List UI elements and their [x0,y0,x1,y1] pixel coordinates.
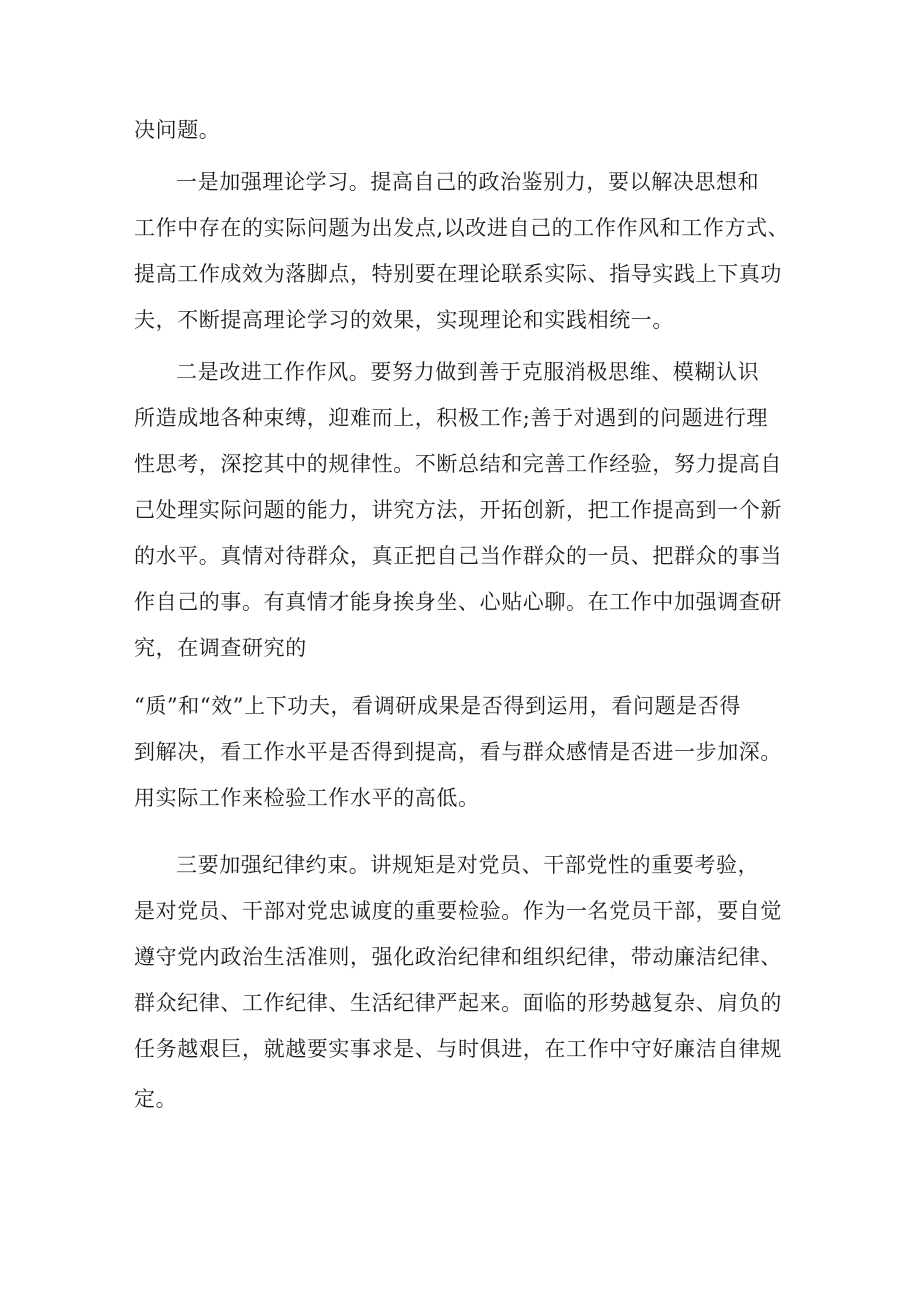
text-line: 提高工作成效为落脚点，特别要在理论联系实际、指导实践上下真功 [134,262,782,286]
text-line: 究，在调查研究的 [134,636,307,660]
paragraph-3-first-line: 三要加强纪律约束。讲规矩是对党员、干部党性的重要考验， [176,853,760,877]
text-line: 所造成地各种束缚，迎难而上，积极工作;善于对遇到的问题进行理 [134,406,769,430]
text-line: 性思考，深挖其中的规律性。不断总结和完善工作经验，努力提高自 [134,452,782,476]
text-line: 到解决，看工作水平是否得到提高，看与群众感情是否进一步加深。 [134,740,782,764]
text-line: 作自己的事。有真情才能身挨身坐、心贴心聊。在工作中加强调查研 [134,590,782,614]
text-line: 工作中存在的实际问题为出发点,以改进自己的工作作风和工作方式、 [134,216,790,240]
text-line: 夫，不断提高理论学习的效果，实现理论和实践相统一。 [134,308,674,332]
text-line: 是对党员、干部对党忠诚度的重要检验。作为一名党员干部，要自觉 [134,899,782,923]
text-line: 决问题。 [134,118,221,142]
text-line: 群众纪律、工作纪律、生活纪律严起来。面临的形势越复杂、肩负的 [134,991,782,1015]
text-line: 任务越艰巨，就越要实事求是、与时俱进，在工作中守好廉洁自律规 [134,1037,782,1061]
text-line: 己处理实际问题的能力，讲究方法，开拓创新，把工作提高到一个新 [134,498,782,522]
text-line: 用实际工作来检验工作水平的高低。 [134,786,480,810]
paragraph-1-first-line: 一是加强理论学习。提高自己的政治鉴别力，要以解决思想和 [176,170,760,194]
text-line: 定。 [134,1087,178,1111]
paragraph-2-first-line: 二是改进工作作风。要努力做到善于克服消极思维、模糊认识 [176,360,760,384]
text-line: “质”和“效”上下功夫，看调研成果是否得到运用，看问题是否得 [134,694,741,718]
text-line: 遵守党内政治生活准则，强化政治纪律和组织纪律，带动廉洁纪律、 [134,945,782,969]
text-line: 的水平。真情对待群众，真正把自己当作群众的一员、把群众的事当 [134,544,782,568]
